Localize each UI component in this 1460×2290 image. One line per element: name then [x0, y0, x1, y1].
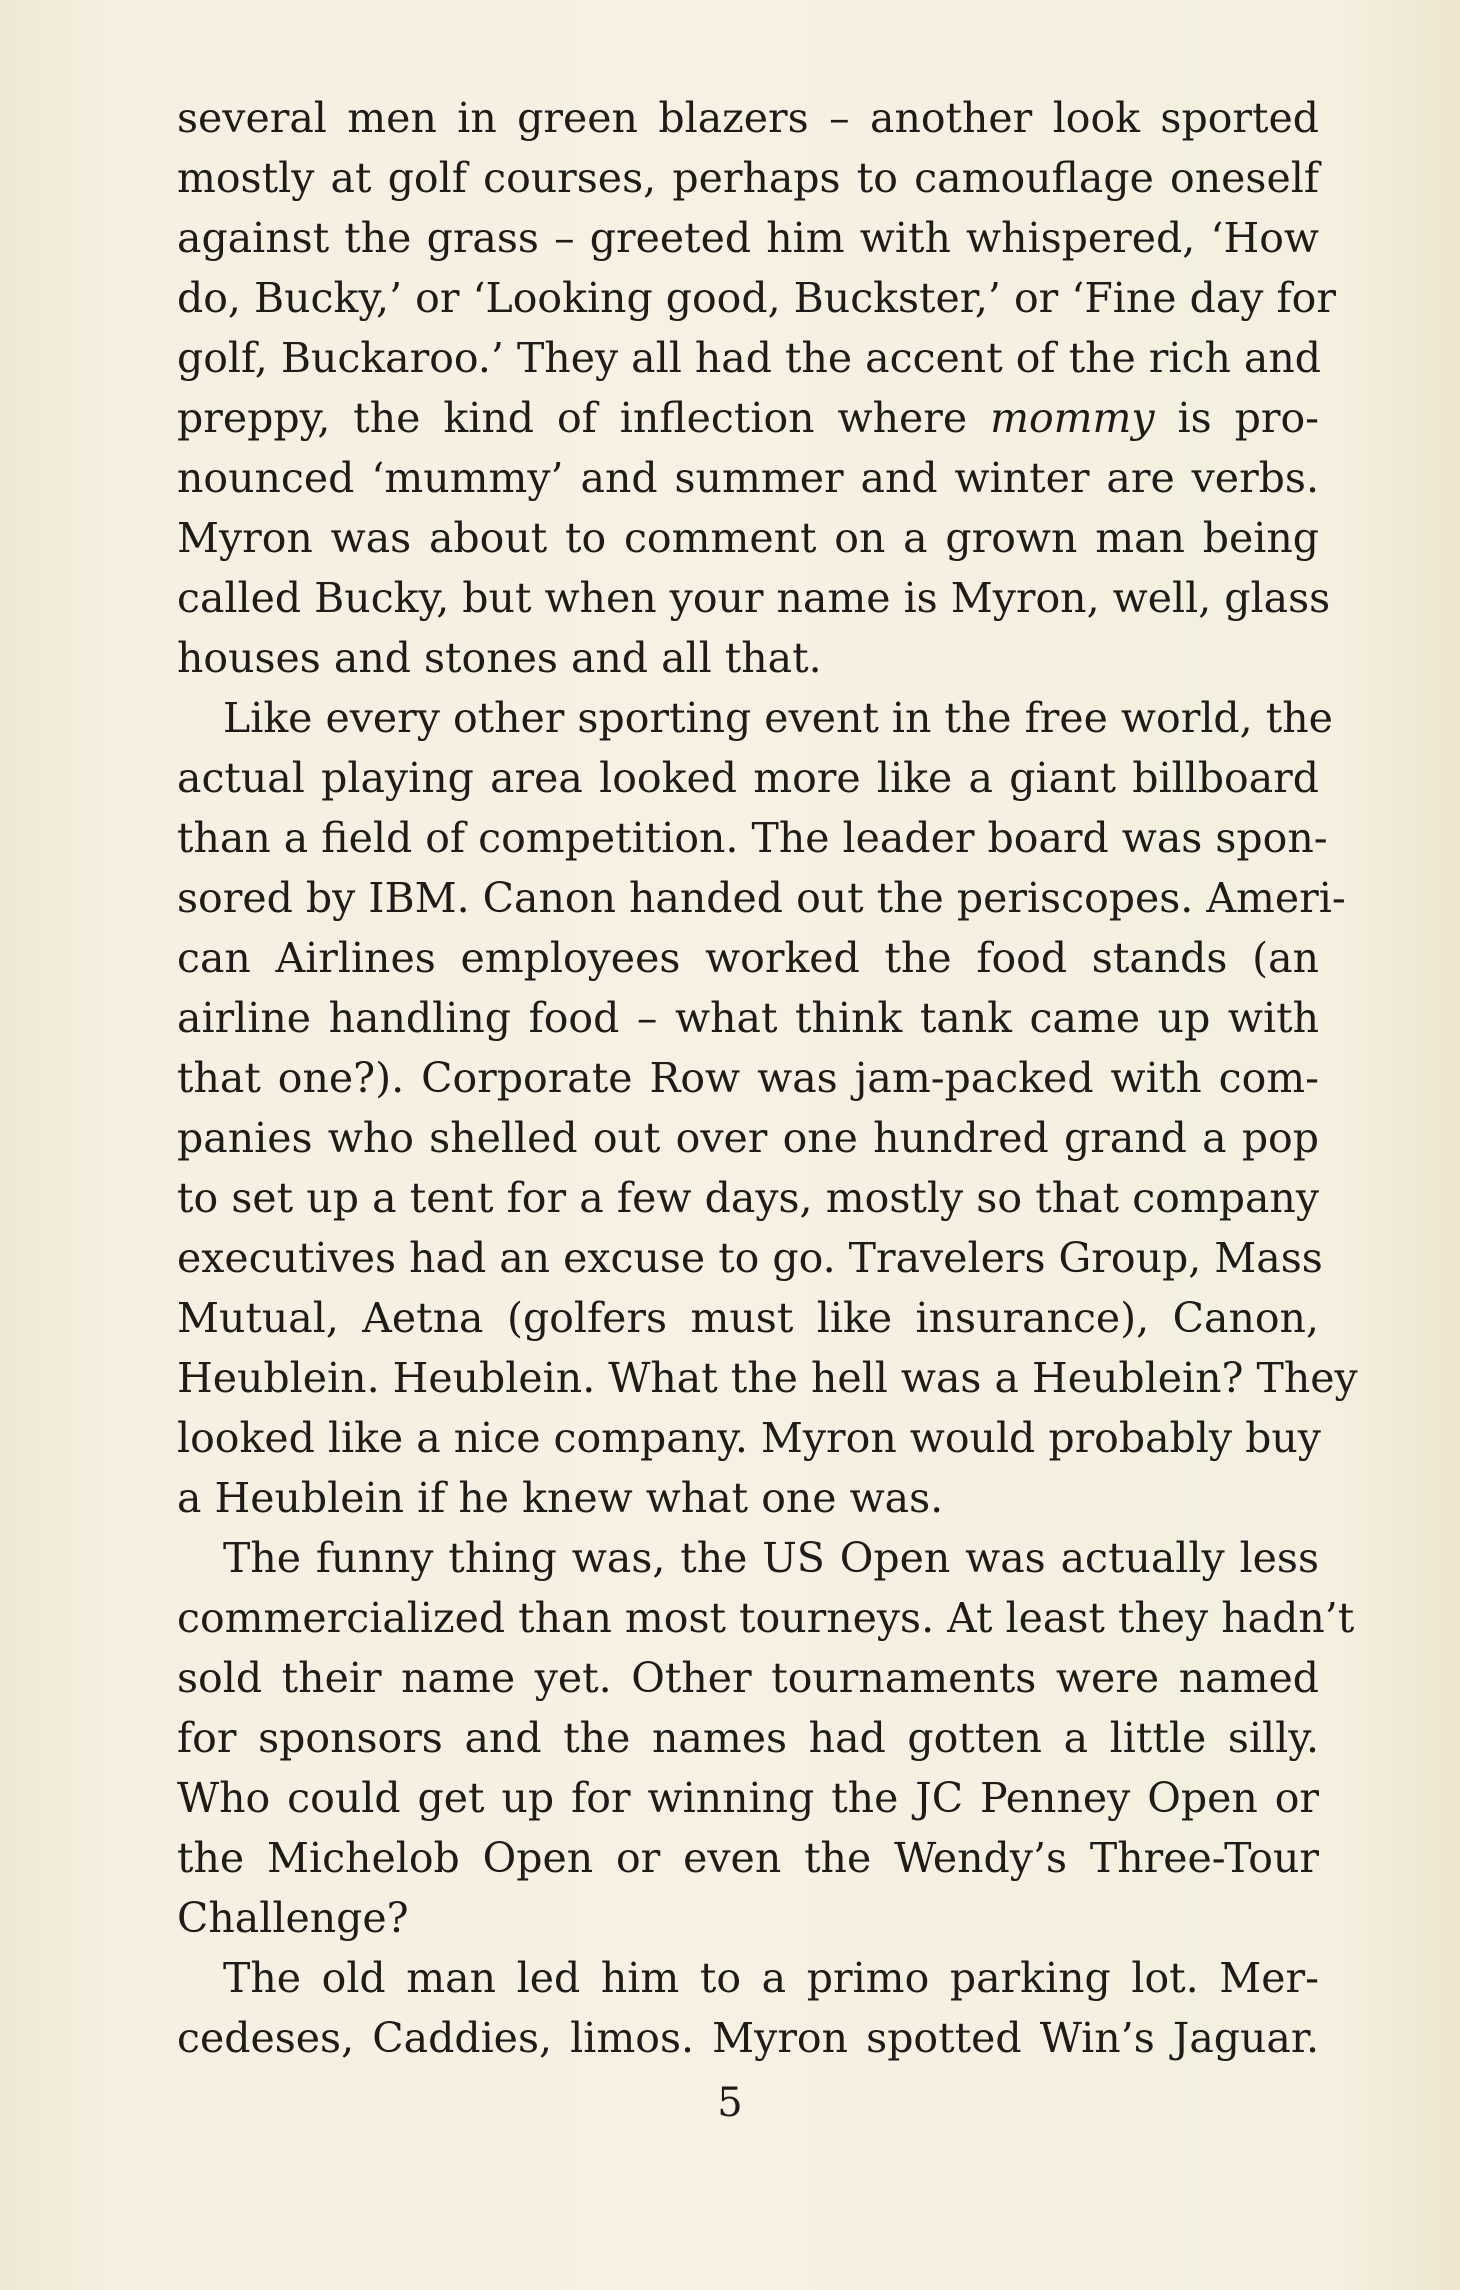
- body-text: [177, 88, 1358, 2068]
- paragraph-1: [177, 88, 1336, 688]
- text-line: sored by IBM. Canon handed out the periscopes. Ameri-: [177, 874, 1346, 922]
- text-line: Like every other sporting event in the free world, the: [223, 694, 1333, 742]
- paragraph-3: [177, 1528, 1355, 1948]
- text-line: a Heublein if he knew what one was.: [177, 1474, 944, 1522]
- italic-word: mommy: [990, 394, 1155, 442]
- text-line: Mutual, Aetna (golfers must like insurance), Canon,: [177, 1294, 1319, 1342]
- text-line: executives had an excuse to go. Travelers Group, Mass: [177, 1234, 1323, 1282]
- paragraph-2: [177, 688, 1358, 1528]
- text-line: actual playing area looked more like a giant billboard: [177, 754, 1319, 802]
- text-line: Who could get up for winning the JC Penney Open or: [177, 1774, 1319, 1822]
- text-line: commercialized than most tourneys. At least they hadn’t: [177, 1594, 1355, 1642]
- text-line: that one?). Corporate Row was jam-packed with com-: [177, 1054, 1319, 1102]
- text-line: than a field of competition. The leader board was spon-: [177, 814, 1328, 862]
- text-line: Myron was about to comment on a grown man being: [177, 514, 1319, 562]
- text-line: called Bucky, but when your name is Myron, well, glass: [177, 574, 1331, 622]
- text-line: the Michelob Open or even the Wendy’s Three-Tour: [177, 1834, 1319, 1882]
- text-line: The old man led him to a primo parking lot. Mer-: [223, 1954, 1319, 2002]
- text-line: for sponsors and the names had gotten a little silly.: [177, 1714, 1319, 1762]
- text-line: against the grass – greeted him with whispered, ‘How: [177, 214, 1319, 262]
- text-line: golf, Buckaroo.’ They all had the accent of the rich and: [177, 334, 1321, 382]
- text-line: houses and stones and all that.: [177, 634, 822, 682]
- text-line: looked like a nice company. Myron would probably buy: [177, 1414, 1321, 1462]
- paragraph-4: [177, 1948, 1319, 2068]
- text-line: several men in green blazers – another look sported: [177, 94, 1319, 142]
- text-line: The funny thing was, the US Open was actually less: [223, 1534, 1319, 1582]
- text-line: sold their name yet. Other tournaments were named: [177, 1654, 1319, 1702]
- text-line: Challenge?: [177, 1894, 409, 1942]
- text-line: can Airlines employees worked the food stands (an: [177, 934, 1319, 982]
- text-line: mostly at golf courses, perhaps to camouflage oneself: [177, 154, 1319, 202]
- text-line: cedeses, Caddies, limos. Myron spotted Win’s Jaguar.: [177, 2014, 1319, 2062]
- text-line: Heublein. Heublein. What the hell was a Heublein? They: [177, 1354, 1358, 1402]
- text-line: nounced ‘mummy’ and summer and winter are verbs.: [177, 454, 1319, 502]
- text-line: panies who shelled out over one hundred grand a pop: [177, 1114, 1319, 1162]
- text-line: to set up a tent for a few days, mostly so that company: [177, 1174, 1319, 1222]
- text-line: do, Bucky,’ or ‘Looking good, Buckster,’ or ‘Fine day for: [177, 274, 1336, 322]
- text-line: airline handling food – what think tank came up with: [177, 994, 1319, 1042]
- page-number: 5: [717, 2080, 743, 2126]
- text-line: preppy, the kind of inflection where mommy is pro-: [177, 394, 1319, 442]
